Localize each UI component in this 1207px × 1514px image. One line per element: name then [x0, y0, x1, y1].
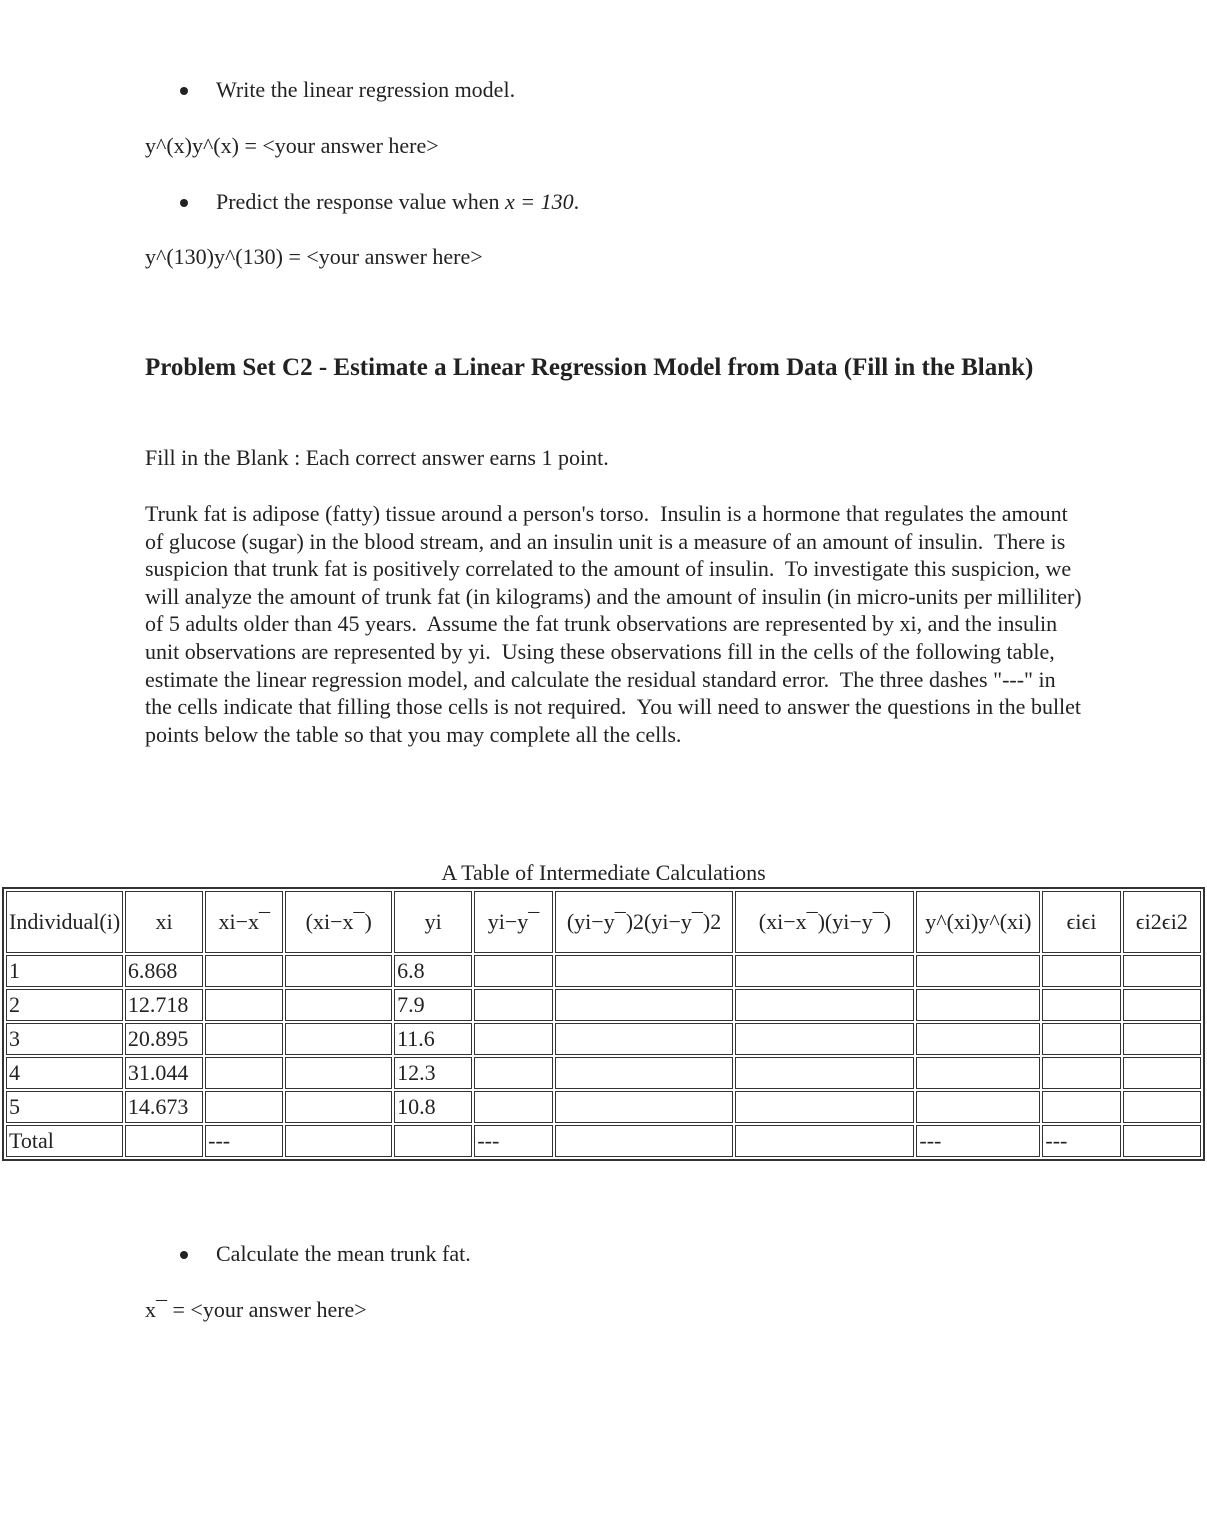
answer-cell[interactable]: [735, 1091, 914, 1123]
answer-cell[interactable]: [1123, 1023, 1201, 1055]
table-row: [6, 989, 1201, 1021]
answer-cell[interactable]: [474, 989, 552, 1021]
header-residual-squared: ϵi2ϵi2: [1123, 891, 1201, 953]
answer-cell[interactable]: [474, 1023, 552, 1055]
answer-cell[interactable]: [1042, 955, 1120, 987]
bullet-text: [216, 189, 579, 215]
data-cell: 7.9: [394, 989, 472, 1021]
instructions: Fill in the Blank : Each correct answer earns 1 point.: [145, 445, 609, 470]
header-yi-minus-ybar: yi−y¯: [474, 891, 552, 953]
answer-cell[interactable]: [285, 1091, 392, 1123]
answer-cell[interactable]: [474, 1091, 552, 1123]
header-residual: ϵiϵi: [1042, 891, 1120, 953]
bullet-math: x = 130: [504, 189, 574, 214]
answer-cell[interactable]: [1123, 1125, 1201, 1157]
answer-cell[interactable]: [1042, 1091, 1120, 1123]
answer-prediction[interactable]: y^(130)y^(130) = <your answer here>: [145, 244, 483, 269]
answer-cell[interactable]: [285, 1125, 392, 1157]
answer-cell[interactable]: [1042, 1057, 1120, 1089]
data-cell: 12.718: [125, 989, 203, 1021]
problem-heading: Problem Set C2 - Estimate a Linear Regression Model from Data (Fill in the Blank): [145, 354, 1034, 381]
data-cell: 31.044: [125, 1057, 203, 1089]
answer-cell[interactable]: [555, 1023, 734, 1055]
bullet-dot-icon: [180, 199, 188, 207]
table-row: [6, 1091, 1201, 1123]
header-individual: Individual(i): [6, 891, 123, 953]
answer-cell[interactable]: [474, 1057, 552, 1089]
table-row: [6, 1057, 1201, 1089]
header-cross-product: (xi−x¯)(yi−y¯): [735, 891, 914, 953]
answer-cell[interactable]: [555, 955, 734, 987]
answer-cell[interactable]: [735, 989, 914, 1021]
data-cell: 6.868: [125, 955, 203, 987]
answer-cell[interactable]: [394, 1125, 472, 1157]
data-cell: 6.8: [394, 955, 472, 987]
row-label-cell: 5: [6, 1091, 123, 1123]
answer-cell[interactable]: [916, 1057, 1040, 1089]
answer-cell[interactable]: [916, 989, 1040, 1021]
answer-cell[interactable]: [285, 1023, 392, 1055]
row-label-cell: 2: [6, 989, 123, 1021]
answer-cell[interactable]: [1042, 1023, 1120, 1055]
data-cell: 12.3: [394, 1057, 472, 1089]
data-cell: 11.6: [394, 1023, 472, 1055]
table-header-row: [6, 891, 1201, 953]
header-yi: yi: [394, 891, 472, 953]
table-row: [6, 955, 1201, 987]
calculations-table: [2, 887, 1205, 1161]
bullet-text-suffix: .: [573, 189, 580, 214]
answer-cell[interactable]: [555, 1125, 734, 1157]
header-xi-minus-xbar-paren: (xi−x¯): [285, 891, 392, 953]
answer-mean[interactable]: x¯ = <your answer here>: [145, 1297, 367, 1322]
row-label-cell: 1: [6, 955, 123, 987]
answer-cell[interactable]: [1123, 955, 1201, 987]
data-cell: 20.895: [125, 1023, 203, 1055]
answer-cell[interactable]: [205, 955, 283, 987]
answer-cell[interactable]: [735, 1125, 914, 1157]
answer-cell[interactable]: [1042, 989, 1120, 1021]
table-row: [6, 1023, 1201, 1055]
answer-cell[interactable]: [735, 1023, 914, 1055]
answer-cell[interactable]: [474, 955, 552, 987]
not-required-cell: ---: [205, 1125, 283, 1157]
answer-cell[interactable]: [285, 955, 392, 987]
header-yi-minus-ybar-squared: (yi−y¯)2(yi−y¯)2: [555, 891, 734, 953]
answer-cell[interactable]: [555, 1091, 734, 1123]
answer-model[interactable]: y^(x)y^(x) = <your answer here>: [145, 133, 439, 158]
answer-cell[interactable]: [1123, 1091, 1201, 1123]
answer-cell[interactable]: [1123, 989, 1201, 1021]
table-caption: A Table of Intermediate Calculations: [441, 860, 766, 885]
answer-cell[interactable]: [555, 989, 734, 1021]
row-label-cell: 3: [6, 1023, 123, 1055]
answer-cell[interactable]: [916, 1091, 1040, 1123]
bullet-dot-icon: [180, 1251, 188, 1259]
bullet-text: Calculate the mean trunk fat.: [216, 1241, 471, 1266]
bullet-text: Write the linear regression model.: [216, 77, 516, 102]
answer-cell[interactable]: [555, 1057, 734, 1089]
answer-cell[interactable]: [285, 989, 392, 1021]
not-required-cell: ---: [474, 1125, 552, 1157]
row-label-cell: 4: [6, 1057, 123, 1089]
bullet-text-prefix: Predict the response value when: [216, 189, 505, 214]
answer-cell[interactable]: [205, 1057, 283, 1089]
answer-cell[interactable]: [205, 1023, 283, 1055]
answer-cell[interactable]: [205, 1091, 283, 1123]
header-y-hat: y^(xi)y^(xi): [916, 891, 1040, 953]
header-xi: xi: [125, 891, 203, 953]
data-cell: 10.8: [394, 1091, 472, 1123]
row-label-cell: Total: [6, 1125, 123, 1157]
header-xi-minus-xbar: xi−x¯: [205, 891, 283, 953]
answer-cell[interactable]: [735, 955, 914, 987]
table-total-row: [6, 1125, 1201, 1157]
answer-cell[interactable]: [205, 989, 283, 1021]
answer-cell[interactable]: [1123, 1057, 1201, 1089]
answer-cell[interactable]: [125, 1125, 203, 1157]
bullet-dot-icon: [180, 87, 188, 95]
data-cell: 14.673: [125, 1091, 203, 1123]
answer-cell[interactable]: [916, 1023, 1040, 1055]
answer-cell[interactable]: [285, 1057, 392, 1089]
not-required-cell: ---: [916, 1125, 1040, 1157]
answer-cell[interactable]: [735, 1057, 914, 1089]
not-required-cell: ---: [1042, 1125, 1120, 1157]
problem-description: Trunk fat is adipose (fatty) tissue around a person's torso. Insulin is a hormone that regulates the amount of glucose (sugar) in the blood stream, and an insulin unit is a measure of an amount of insulin. There is suspicion that trunk fat is positively correlated to the amount of insulin. To investigate this suspicion, we will analyze the amount of trunk fat (in kilograms) and the amount of insulin (in micro-units per milliliter) of 5 adults older than 45 years. Assume the fat trunk observations are represented by xi, and the insulin unit observations are represented by yi. Using these observations fill in the cells of the following table, estimate the linear regression model, and calculate the residual standard error. The three dashes "---" in the cells indicate that filling those cells is not required. You will need to answer the questions in the bullet points below the table so that you may complete all the cells.: [145, 501, 1088, 747]
answer-cell[interactable]: [916, 955, 1040, 987]
